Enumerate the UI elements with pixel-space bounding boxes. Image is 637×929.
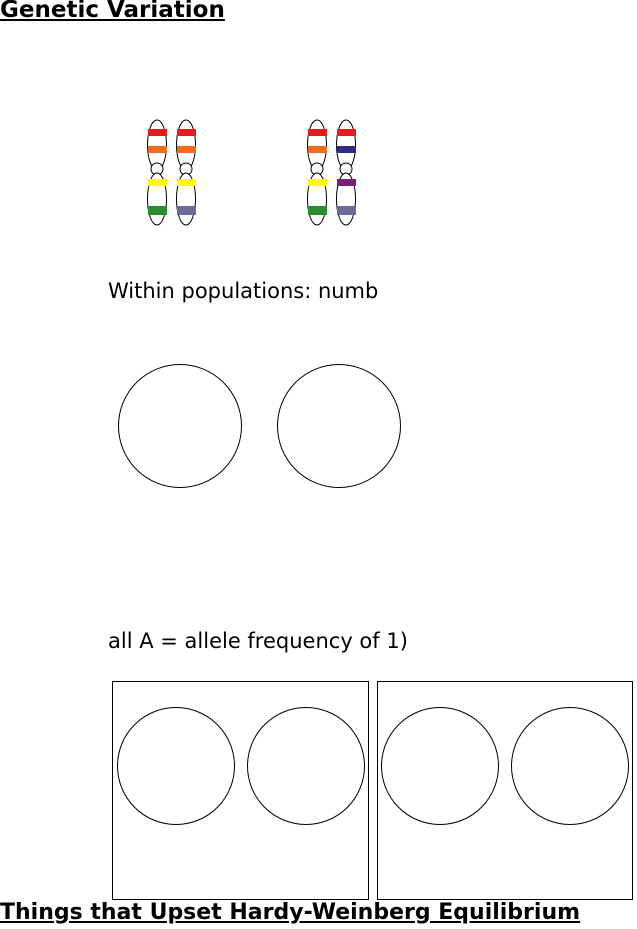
circle — [118, 708, 235, 825]
section-heading-hardy-weinberg: Things that Upset Hardy-Weinberg Equilibrium — [0, 900, 581, 925]
population-box-right — [378, 682, 633, 900]
within-populations-text: Within populations: numb — [108, 279, 379, 303]
section-heading-genetic-variation: Genetic Variation — [0, 0, 225, 23]
allele-frequency-text: all A = allele frequency of 1) — [108, 629, 408, 653]
circle — [512, 708, 629, 825]
circle — [382, 708, 499, 825]
population-box-left — [113, 682, 369, 900]
circle — [248, 708, 365, 825]
